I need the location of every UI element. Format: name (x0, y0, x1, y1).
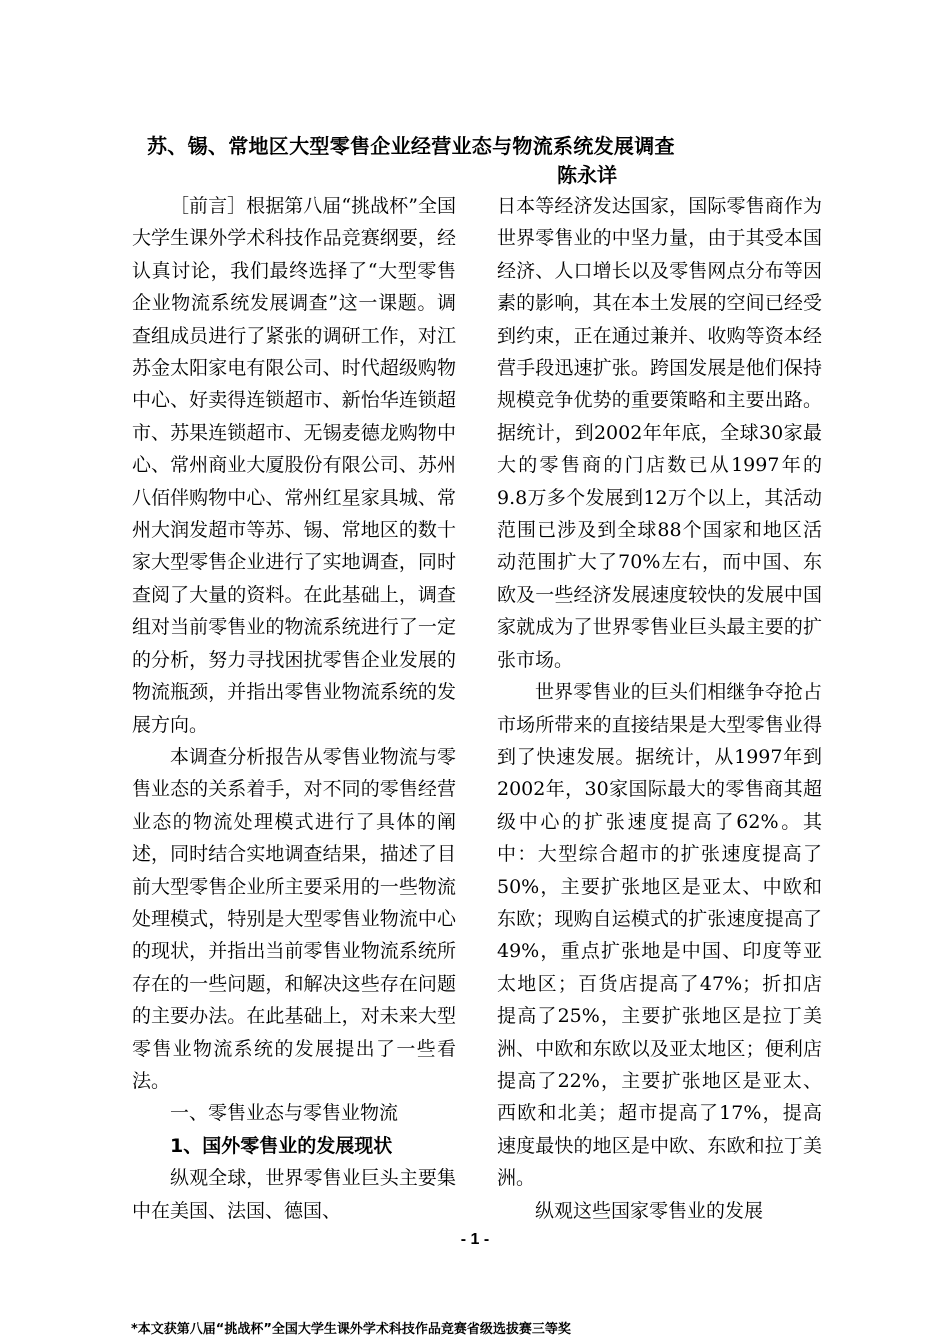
paragraph: 世界零售业的巨头们相继争夺抢占市场所带来的直接结果是大型零售业得到了快速发展。据统计，从1997年到2002年，30家国际最大的零售商其超级中心的扩张速度提高了62%。其中：大型综合超市的扩张速度提高了50%，主要扩张地区是亚太、中欧和东欧；现购自运模式的扩张速度提高了49%，重点扩张地是中国、印度等亚太地区；百货店提高了47%；折扣店提高了25%，主要扩张地区是拉丁美洲、中欧和东欧以及亚太地区；便利店提高了22%，主要扩张地区是亚太、西欧和北美；超市提高了17%，提高速度最快的地区是中欧、东欧和拉丁美洲。 (497, 681, 822, 1190)
page-number: - 1 - (460, 1231, 490, 1248)
author-name: 陈永详 (557, 163, 617, 187)
paragraph: 纵观这些国家零售业的发展 (535, 1199, 764, 1222)
section-heading: 1、国外零售业的发展现状 (170, 1134, 393, 1157)
section-title: 一、零售业态与零售业物流 (170, 1102, 399, 1125)
paragraph: 纵观全球，世界零售业巨头主要集中在美国、法国、德国、 (132, 1167, 456, 1222)
document-title: 苏、锡、常地区大型零售企业经营业态与物流系统发展调查 (147, 134, 675, 158)
left-text-column (132, 190, 456, 1227)
paragraph: ［前言］根据第八届“挑战杯”全国大学生课外学术科技作品竞赛纲要，经认真讨论，我们最终选择了“大型零售企业物流系统发展调查”这一课题。调查组成员进行了紧张的调研工作，对江苏金太阳家电有限公司、时代超级购物中心、好卖得连锁超市、新怡华连锁超市、苏果连锁超市、无锡麦德龙购物中心、常州商业大厦股份有限公司、苏州八佰伴购物中心、常州红星家具城、常州大润发超市等苏、锡、常地区的数十家大型零售企业进行了实地调查，同时查阅了大量的资料。在此基础上，调查组对当前零售业的物流系统进行了一定的分析，努力寻找困扰零售企业发展的物流瓶颈，并指出零售业物流系统的发展方向。 (132, 195, 456, 736)
paragraph: 本调查分析报告从零售业物流与零售业态的关系着手，对不同的零售经营业态的物流处理模式进行了具体的阐述，同时结合实地调查结果，描述了目前大型零售企业所主要采用的一些物流处理模式，特别是大型零售业物流中心的现状，并指出当前零售业物流系统所存在的一些问题，和解决这些存在问题的主要办法。在此基础上，对未来大型零售业物流系统的发展提出了一些看法。 (132, 745, 456, 1092)
right-text-column (497, 190, 822, 1227)
paragraph: 日本等经济发达国家，国际零售商作为世界零售业的中坚力量，由于其受本国经济、人口增长以及零售网点分布等因素的影响，其在本土发展的空间已经受到约束，正在通过兼并、收购等资本经营手段迅速扩张。跨国发展是他们保持规模竞争优势的重要策略和主要出路。据统计，到2002年年底，全球30家最大的零售商的门店数已从1997年的9.8万多个发展到12万个以上，其活动范围已涉及到全球88个国家和地区活动范围扩大了70%左右，而中国、东欧及一些经济发展速度较快的发展中国家就成为了世界零售业巨头最主要的扩张市场。 (497, 195, 822, 671)
award-footnote: *本文获第八届“挑战杯”全国大学生课外学术科技作品竞赛省级选拔赛三等奖 (131, 1322, 571, 1337)
